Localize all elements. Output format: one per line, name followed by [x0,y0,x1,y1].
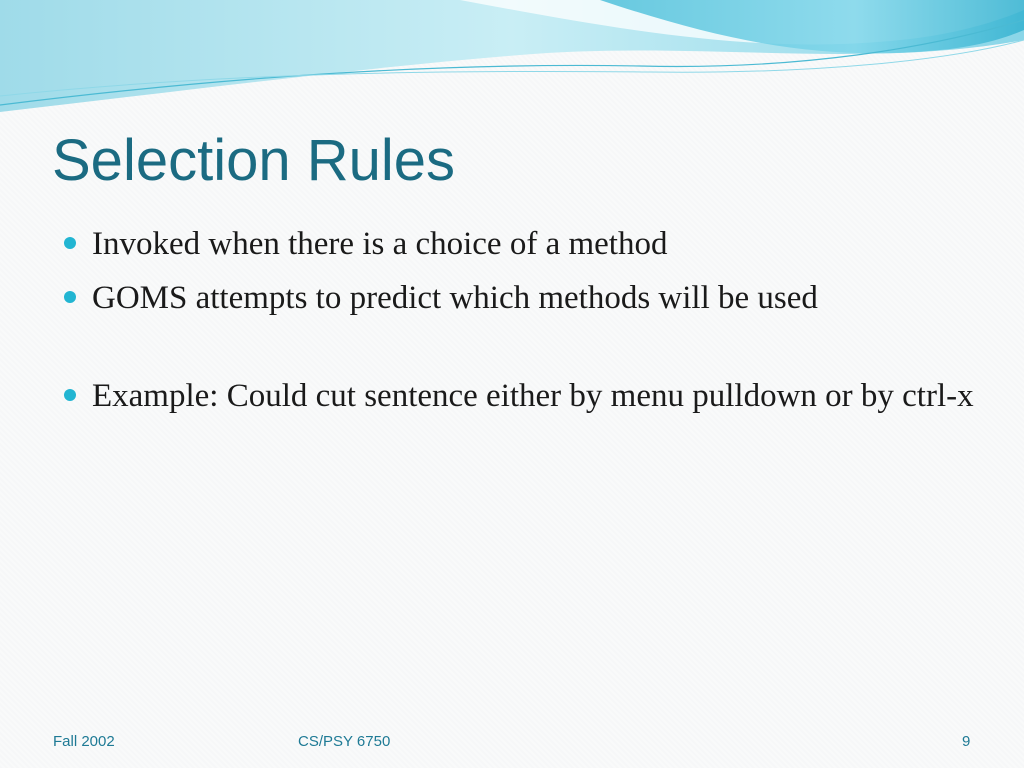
bullet-dot-icon [64,237,76,249]
bullet-text: Example: Could cut sentence either by menu pulldown or by ctrl-x [92,378,974,414]
bullet-text: Invoked when there is a choice of a method [92,226,668,262]
bullet-item [62,276,982,320]
bullet-dot-icon [64,291,76,303]
wave-header-decoration [0,0,1024,130]
bullet-text: GOMS attempts to predict which methods will be used [92,280,818,316]
footer-page-number: 9 [962,733,971,750]
bullet-item [62,374,982,418]
slide-title: Selection Rules [52,128,455,193]
bullet-item [62,222,982,266]
footer-date: Fall 2002 [53,733,115,750]
footer-course: CS/PSY 6750 [298,733,391,750]
bullet-list [62,222,982,428]
bullet-dot-icon [64,389,76,401]
